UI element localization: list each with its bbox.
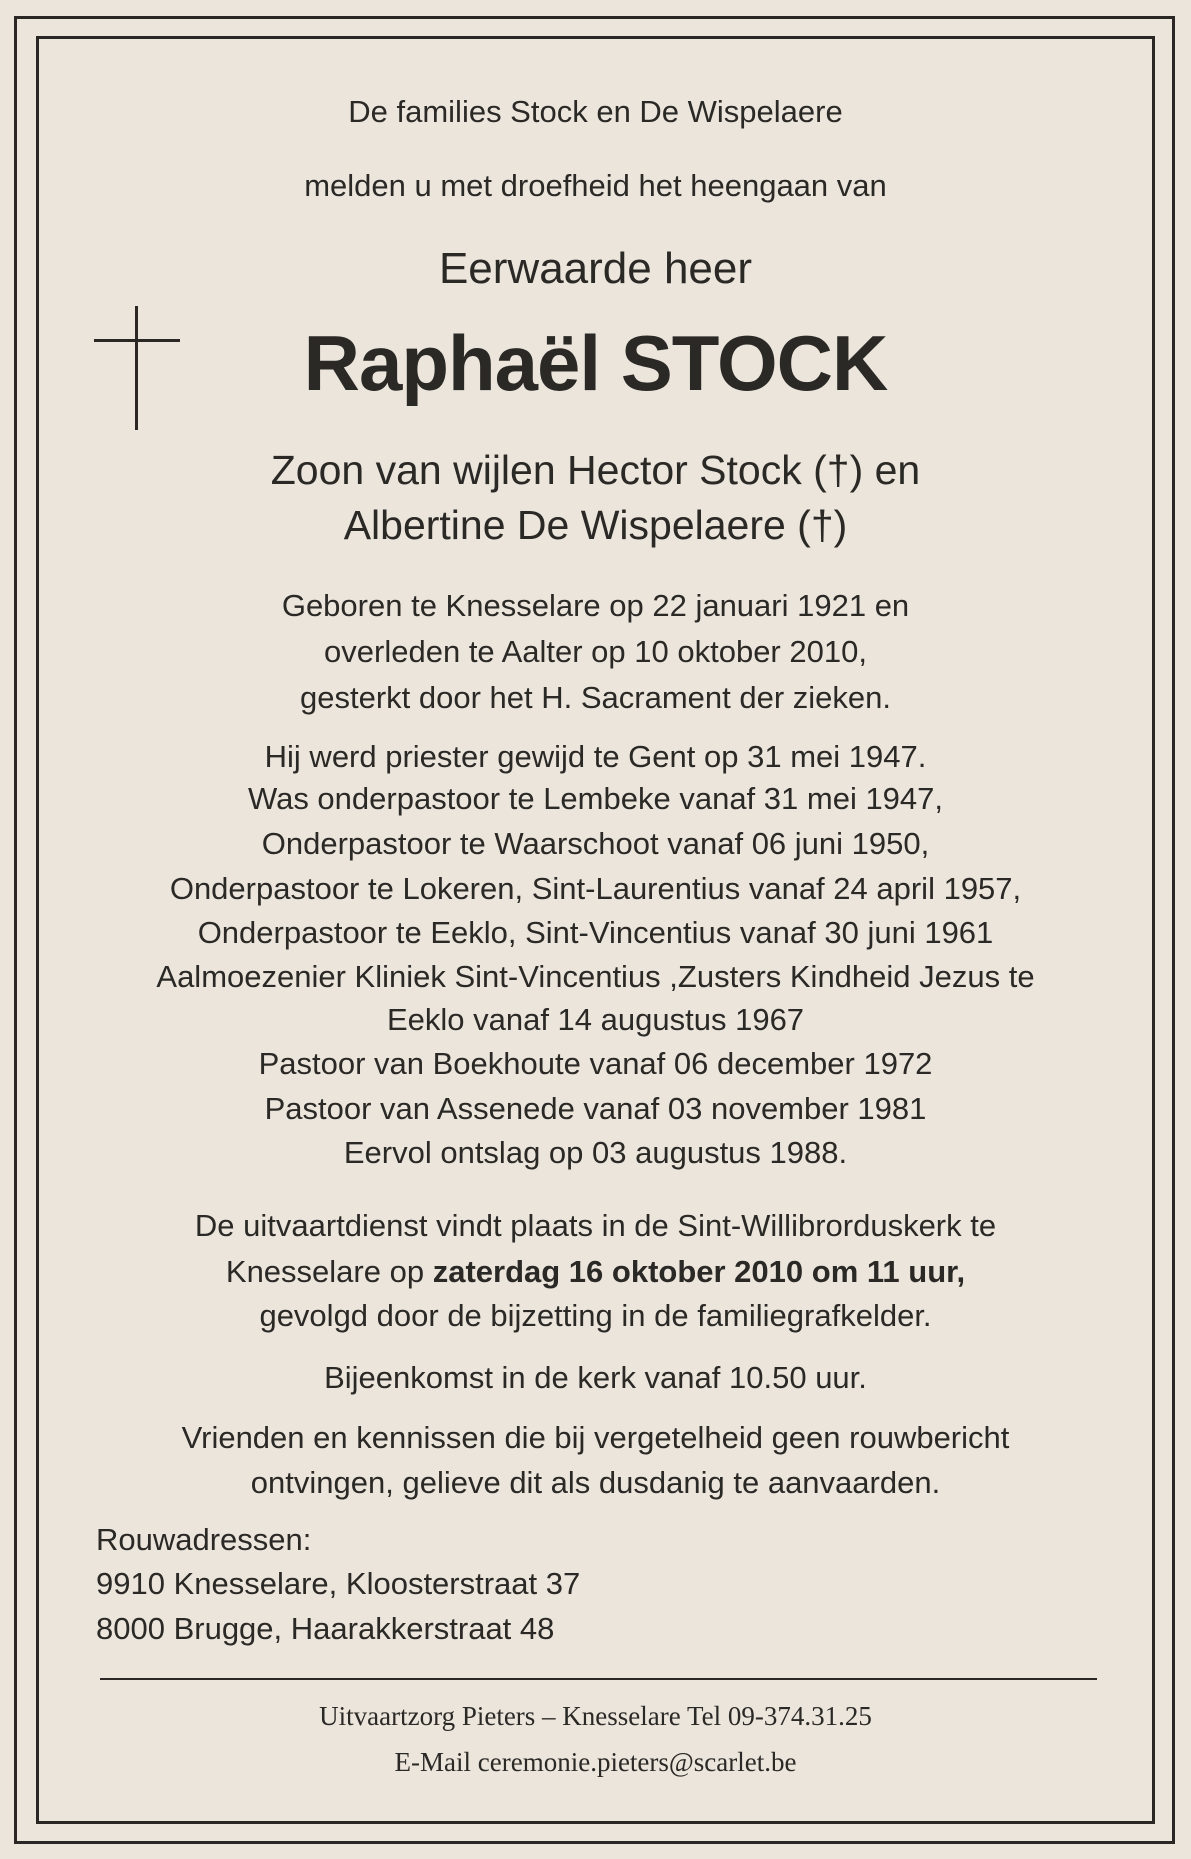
deceased-name: Raphaël STOCK	[303, 319, 888, 407]
funeral-line-2	[0, 1254, 1191, 1290]
parents-line-1: Zoon van wijlen Hector Stock (†) en	[270, 447, 921, 493]
gathering-line: Bijeenkomst in de kerk vanaf 10.50 uur.	[324, 1360, 867, 1395]
undertaker-line: Uitvaartzorg Pieters – Knesselare Tel 09-374.31.25	[319, 1701, 872, 1731]
funeral-date: zaterdag 16 oktober 2010 om 11 uur,	[432, 1254, 966, 1289]
funeral-line-1: De uitvaartdienst vindt plaats in de Sint-Willibrorduskerk te	[194, 1208, 997, 1243]
career-line: Eervol ontslag op 03 augustus 1988.	[343, 1135, 848, 1170]
career-line: Onderpastoor te Eeklo, Sint-Vincentius vanaf 30 juni 1961	[197, 915, 994, 950]
born-line: Geboren te Knesselare op 22 januari 1921 en	[281, 588, 910, 623]
email-line: E-Mail ceremonie.pieters@scarlet.be	[394, 1747, 797, 1777]
footer-divider	[100, 1678, 1097, 1680]
title-line: Eerwaarde heer	[438, 244, 753, 293]
address-line-1: 9910 Knesselare, Kloosterstraat 37	[96, 1566, 581, 1601]
sacrament-line: gesterkt door het H. Sacrament der zieken.	[299, 680, 891, 715]
career-line: Eeklo vanaf 14 augustus 1967	[386, 1002, 805, 1037]
addresses-label: Rouwadressen:	[96, 1522, 312, 1557]
friends-line-1: Vrienden en kennissen die bij vergetelheid geen rouwbericht	[181, 1420, 1010, 1455]
friends-line-2: ontvingen, gelieve dit als dusdanig te aanvaarden.	[250, 1465, 941, 1500]
career-line: Pastoor van Boekhoute vanaf 06 december 1972	[258, 1046, 933, 1081]
career-line: Hij werd priester gewijd te Gent op 31 mei 1947.	[264, 739, 927, 774]
career-line: Onderpastoor te Lokeren, Sint-Laurentius vanaf 24 april 1957,	[169, 871, 1022, 906]
families-line: De families Stock en De Wispelaere	[348, 94, 843, 129]
career-line: Aalmoezenier Kliniek Sint-Vincentius ,Zusters Kindheid Jezus te	[156, 959, 1035, 994]
parents-line-2: Albertine De Wispelaere (†)	[343, 502, 848, 548]
announce-line: melden u met droefheid het heengaan van	[304, 168, 887, 203]
funeral-place: Knesselare op	[225, 1254, 433, 1289]
funeral-line-3: gevolgd door de bijzetting in de familiegrafkelder.	[259, 1298, 932, 1333]
career-line: Was onderpastoor te Lembeke vanaf 31 mei 1947,	[247, 781, 944, 816]
address-line-2: 8000 Brugge, Haarakkerstraat 48	[96, 1611, 555, 1646]
career-line: Onderpastoor te Waarschoot vanaf 06 juni 1950,	[261, 826, 930, 861]
died-line: overleden te Aalter op 10 oktober 2010,	[324, 634, 867, 669]
career-line: Pastoor van Assenede vanaf 03 november 1981	[264, 1091, 927, 1126]
